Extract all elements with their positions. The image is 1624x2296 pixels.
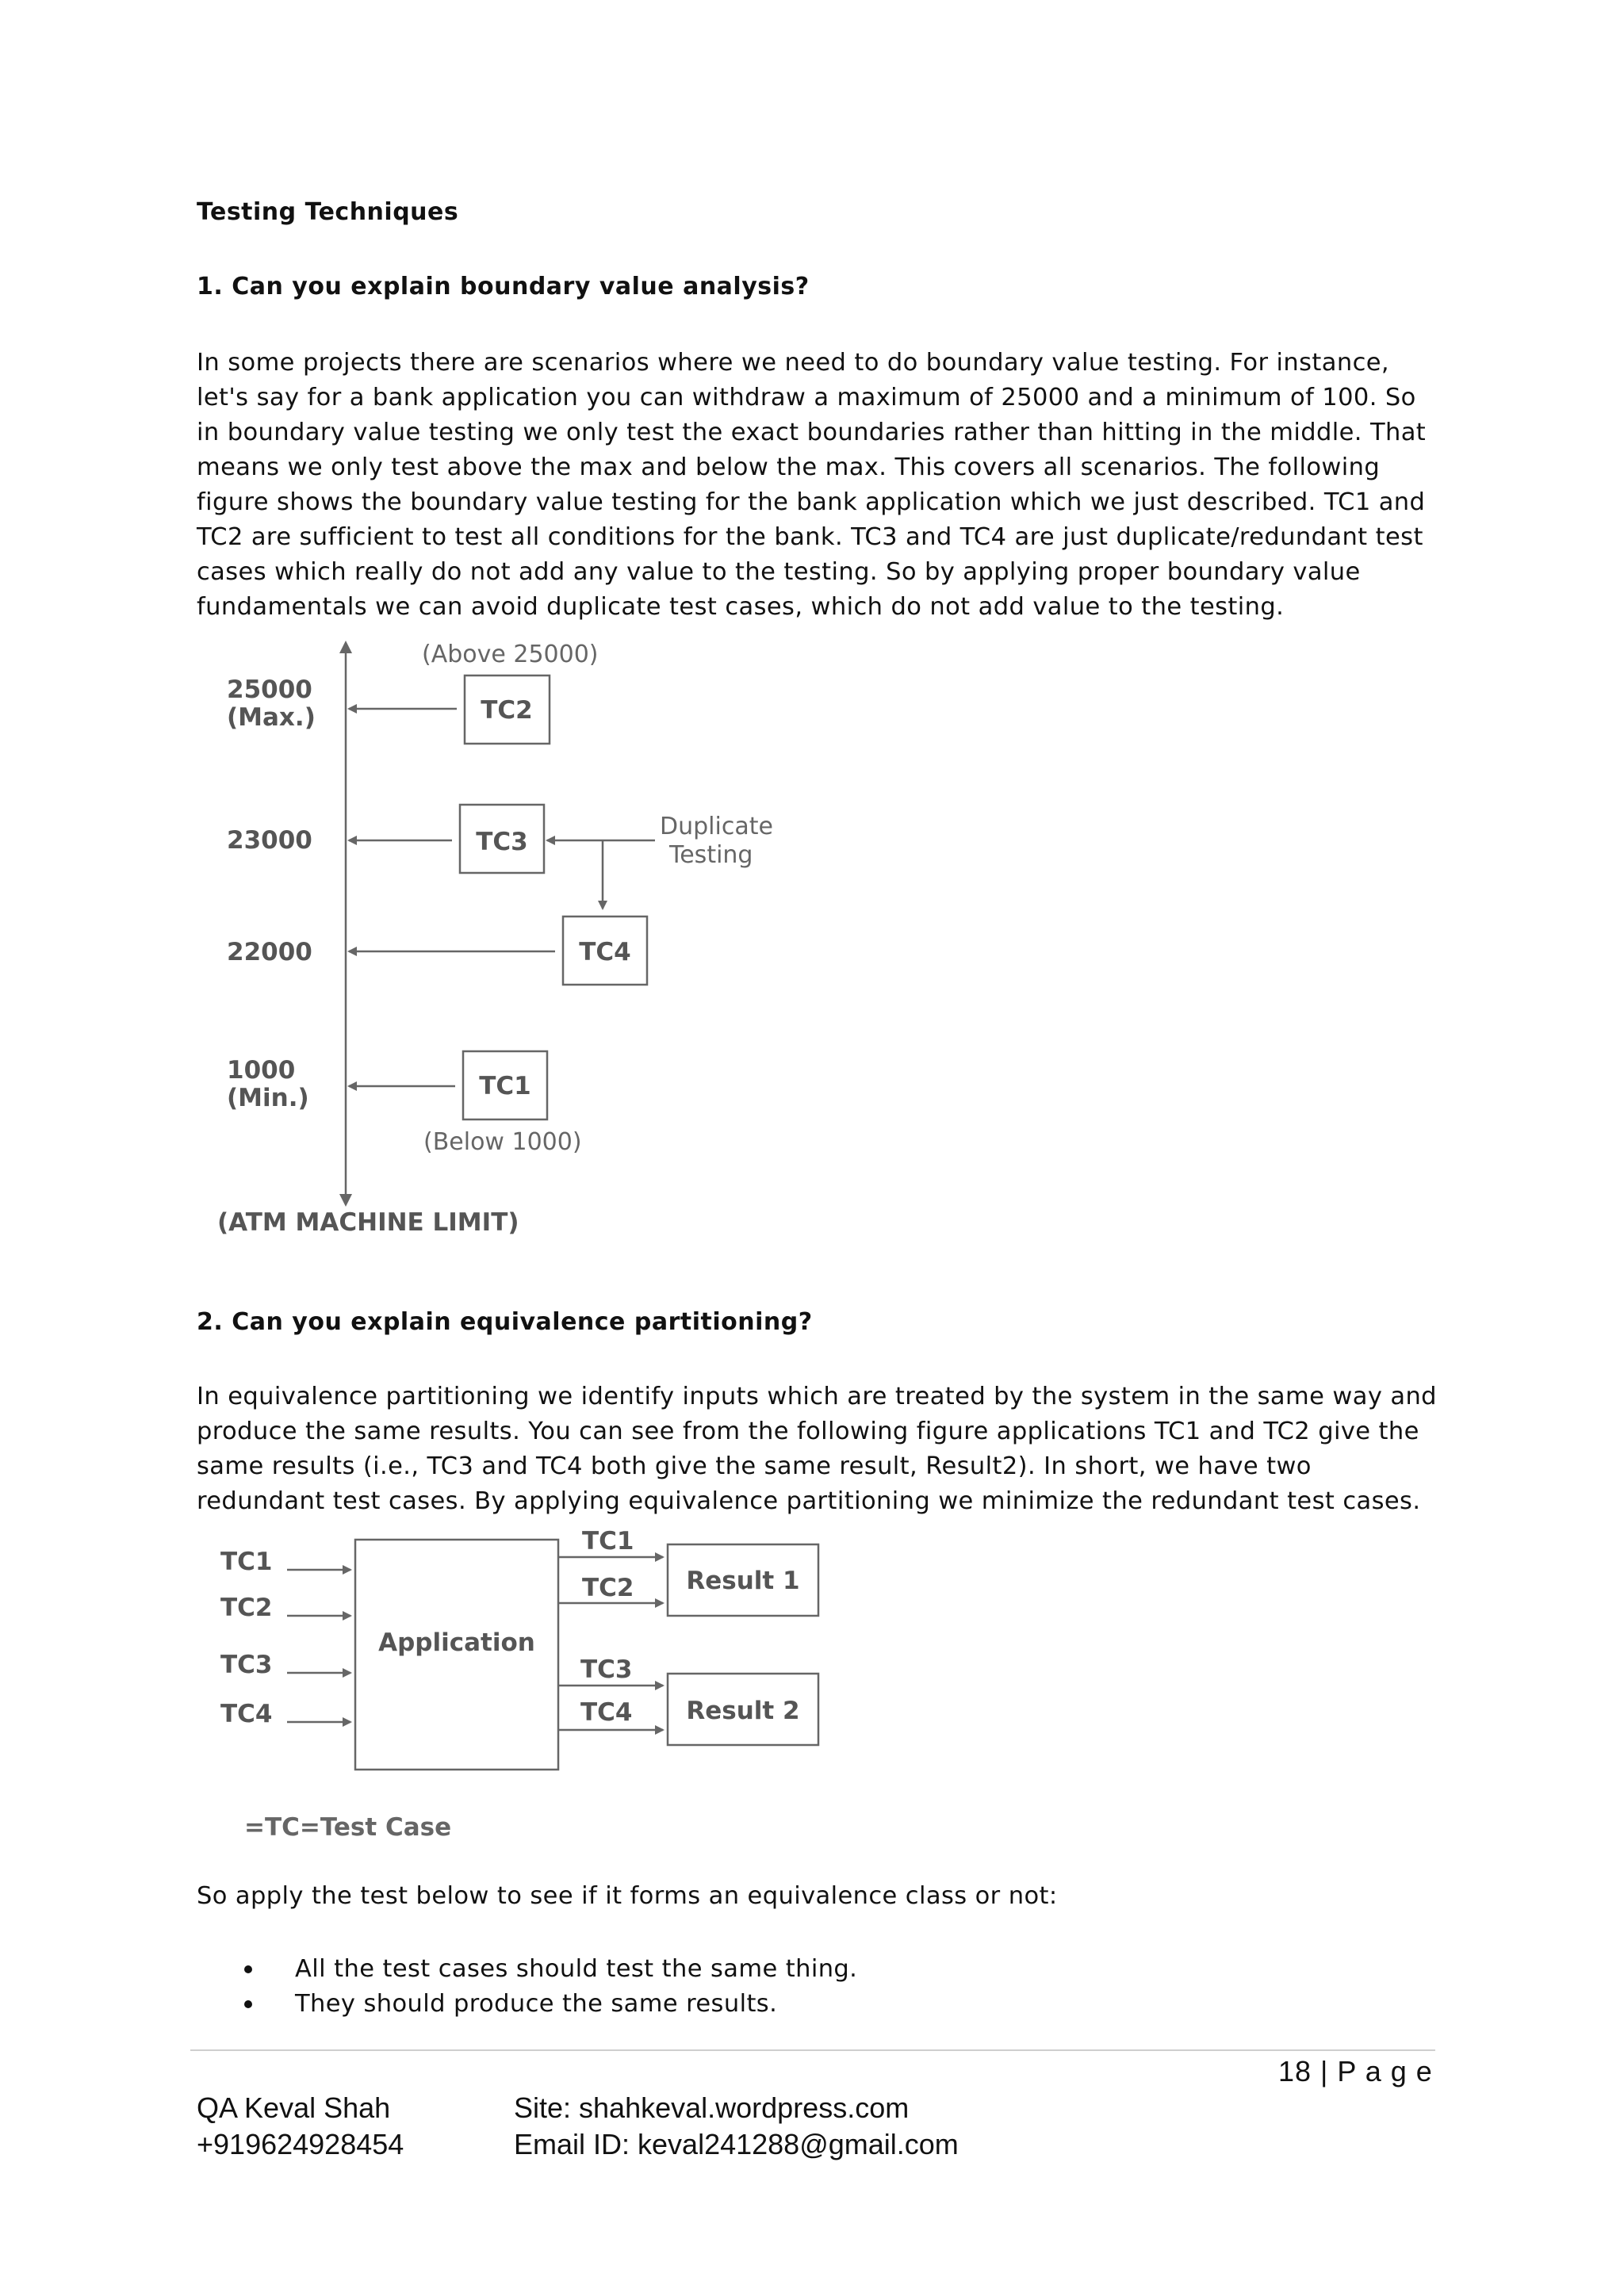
equivalence-partitioning-diagram [190, 1521, 872, 1854]
tc2-label: TC2 [481, 696, 533, 725]
question-2-paragraph: In equivalence partitioning we identify inputs which are treated by the system in the same way and produce the same results. You can see from the following figure applications TC1 and TC2 give the same results (i.e., TC3 and TC4 both give the same result, Result2). In short, we have two redundant test cases. By applying equivalence partitioning we minimize the redundant test cases. [197, 1383, 1437, 1515]
question-2-title: 2. Can you explain equivalence partitioning? [197, 1308, 813, 1336]
level-1000: 1000 [227, 1056, 296, 1085]
input-tc1-label: TC1 [220, 1548, 273, 1576]
level-max-label: (Max.) [227, 703, 316, 732]
tc3-label: TC3 [476, 828, 528, 856]
footer-name: QA Keval Shah [197, 2091, 391, 2124]
legend-label: =TC=Test Case [244, 1813, 452, 1842]
tc1-label: TC1 [479, 1072, 531, 1100]
duplicate-label: Duplicate [660, 813, 773, 840]
output-tc3-label: TC3 [580, 1655, 633, 1684]
testing-label: Testing [669, 841, 753, 869]
level-25000: 25000 [227, 675, 312, 704]
result-1-label: Result 1 [686, 1567, 800, 1595]
footer-rule [190, 2049, 1435, 2051]
tc4-label: TC4 [579, 938, 631, 966]
level-min-label: (Min.) [227, 1084, 309, 1112]
bullet-item: They should produce the same results. [197, 1987, 857, 2022]
axis-caption: (ATM MACHINE LIMIT) [217, 1208, 519, 1237]
output-tc1-label: TC1 [582, 1527, 634, 1556]
page-number: 18 | P a g e [1278, 2055, 1433, 2087]
input-tc2-label: TC2 [220, 1594, 273, 1622]
question-1-title: 1. Can you explain boundary value analysis? [197, 273, 810, 300]
section-title: Testing Techniques [197, 198, 459, 226]
question-1-body [197, 346, 1442, 625]
input-tc4-label: TC4 [220, 1700, 273, 1728]
result-2-label: Result 2 [686, 1697, 800, 1725]
axis-top-arrow [339, 641, 352, 653]
below-label: (Below 1000) [423, 1128, 582, 1156]
level-23000: 23000 [227, 826, 312, 855]
level-22000: 22000 [227, 938, 312, 966]
application-label: Application [378, 1628, 535, 1657]
axis-bottom-arrow [339, 1194, 352, 1207]
apply-paragraph: So apply the test below to see if it forms an equivalence class or not: [197, 1882, 1058, 1910]
apply-text [197, 1879, 1442, 1914]
bullet-list [197, 1952, 857, 2022]
above-label: (Above 25000) [422, 641, 599, 668]
footer-phone: +919624928454 [197, 2128, 404, 2160]
question-1-paragraph: In some projects there are scenarios where we need to do boundary value testing. For instance, let's say for a bank application you can withdraw a maximum of 25000 and a minimum of 100. So in boundary value testing we only test the exact boundaries rather than hitting in the middle. That means we only test above the max and below the max. This covers all scenarios. The following figure shows the boundary value testing for the bank application which we just described. TC1 and TC2 are sufficient to test all conditions for the bank. TC3 and TC4 are just duplicate/redundant test cases which really do not add any value to the testing. So by applying proper boundary value fundamentals we can avoid duplicate test cases, which do not add value to the testing. [197, 349, 1427, 621]
bullet-item: All the test cases should test the same thing. [197, 1952, 857, 1987]
boundary-value-diagram [190, 634, 841, 1253]
output-tc4-label: TC4 [580, 1698, 633, 1727]
output-tc2-label: TC2 [582, 1574, 634, 1602]
input-tc3-label: TC3 [220, 1651, 273, 1679]
footer-site: Site: shahkeval.wordpress.com [514, 2091, 910, 2124]
question-2-body [197, 1380, 1442, 1519]
footer-email: Email ID: keval241288@gmail.com [514, 2128, 959, 2160]
